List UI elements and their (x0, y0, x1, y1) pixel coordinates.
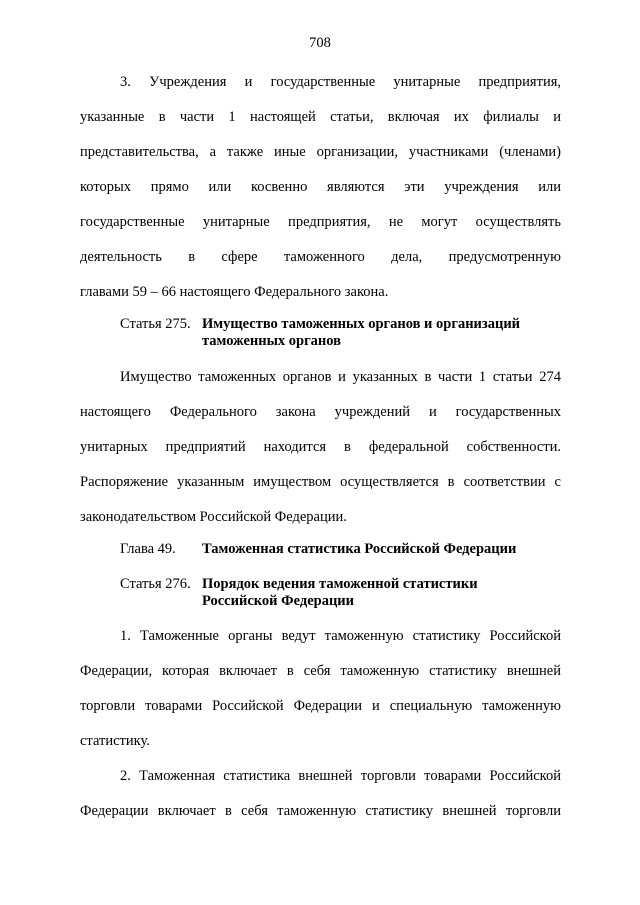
text-line: торговли товарами Российской Федерации и специальную таможенную (80, 698, 561, 714)
text-line: Распоряжение указанным имуществом осуществляется в соответствии с (80, 474, 561, 490)
article-label: Статья 275. (120, 316, 191, 332)
chapter-title: Таможенная статистика Российской Федерации (202, 541, 517, 557)
chapter-label: Глава 49. (120, 541, 176, 557)
text-line: которых прямо или косвенно являются эти учреждения или (80, 179, 561, 195)
paragraph-art276-part1 (80, 625, 561, 765)
page-number: 708 (309, 35, 331, 51)
text-line: представительства, а также иные организации, участниками (членами) (80, 144, 561, 160)
article-title-line: таможенных органов (202, 333, 342, 349)
paragraph-art274-part3 (80, 71, 561, 316)
text-line: главами 59 – 66 настоящего Федерального закона. (80, 284, 389, 300)
article-title-line: Имущество таможенных органов и организаций (202, 316, 521, 332)
text-line: Федерации, которая включает в себя таможенную статистику внешней (80, 663, 561, 679)
text-line: 1. Таможенные органы ведут таможенную статистику Российской (120, 628, 561, 644)
text-line: государственные унитарные предприятия, не могут осуществлять (80, 214, 561, 230)
text-line: указанные в части 1 настоящей статьи, включая их филиалы и (80, 109, 561, 125)
text-line: унитарных предприятий находится в федеральной собственности. (80, 439, 561, 455)
article-label: Статья 276. (120, 576, 191, 592)
article-275-heading (120, 316, 562, 350)
text-line: 2. Таможенная статистика внешней торговли товарами Российской (120, 768, 561, 784)
text-line: 3. Учреждения и государственные унитарные предприятия, (120, 74, 561, 90)
text-line: статистику. (80, 733, 150, 749)
text-line: законодательством Российской Федерации. (80, 509, 347, 525)
text-line: настоящего Федерального закона учреждений и государственных (80, 404, 561, 420)
paragraph-art275 (80, 366, 561, 541)
article-title (202, 576, 562, 610)
article-title-line: Порядок ведения таможенной статистики (202, 576, 478, 592)
text-line: Имущество таможенных органов и указанных в части 1 статьи 274 (120, 369, 561, 385)
article-title (202, 316, 562, 350)
text-line: деятельность в сфере таможенного дела, предусмотренную (80, 249, 561, 265)
paragraph-art276-part2 (80, 765, 561, 835)
text-line: Федерации включает в себя таможенную статистику внешней торговли (80, 803, 561, 819)
article-276-heading (120, 576, 562, 610)
chapter-49-heading (120, 541, 562, 558)
article-title-line: Российской Федерации (202, 593, 355, 609)
